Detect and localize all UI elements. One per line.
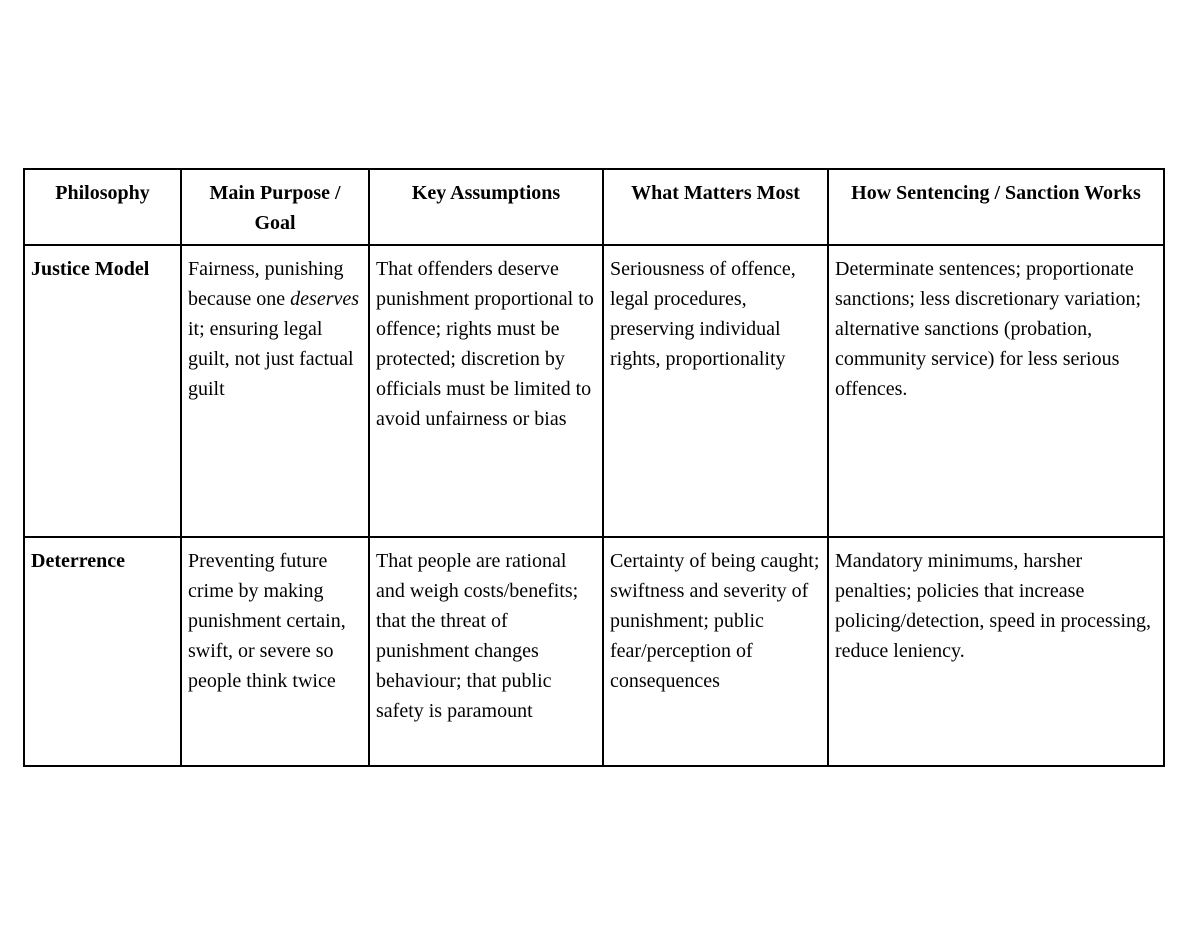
purpose-text-after: it; ensuring legal guilt, not just factual guilt: [188, 318, 354, 400]
header-philosophy: Philosophy: [24, 169, 181, 245]
cell-philosophy: Justice Model: [24, 245, 181, 537]
header-key-assumptions: Key Assumptions: [369, 169, 603, 245]
table-row-justice-model: [24, 245, 1164, 537]
cell-main-purpose: Preventing future crime by making punishment certain, swift, or severe so people think twice: [181, 537, 369, 766]
table-header-row: [24, 169, 1164, 245]
cell-key-assumptions: That offenders deserve punishment proportional to offence; rights must be protected; discretion by officials must be limited to avoid unfairness or bias: [369, 245, 603, 537]
purpose-text-emphasis: deserves: [290, 288, 360, 310]
cell-key-assumptions: That people are rational and weigh costs/benefits; that the threat of punishment changes behaviour; that public safety is paramount: [369, 537, 603, 766]
cell-how-sentencing-works: Determinate sentences; proportionate sanctions; less discretionary variation; alternative sanctions (probation, community service) for less serious offences.: [828, 245, 1164, 537]
philosophy-comparison-table: [23, 168, 1165, 767]
cell-what-matters-most: Certainty of being caught; swiftness and severity of punishment; public fear/perception of consequences: [603, 537, 828, 766]
header-how-sentencing-works: How Sentencing / Sanction Works: [828, 169, 1164, 245]
cell-philosophy: Deterrence: [24, 537, 181, 766]
table-row-deterrence: [24, 537, 1164, 766]
cell-what-matters-most: Seriousness of offence, legal procedures, preserving individual rights, proportionality: [603, 245, 828, 537]
cell-main-purpose: [181, 245, 369, 537]
purpose-text-before: Fairness, punishing because one: [188, 258, 344, 310]
cell-how-sentencing-works: Mandatory minimums, harsher penalties; policies that increase policing/detection, speed in processing, reduce leniency.: [828, 537, 1164, 766]
header-main-purpose: Main Purpose / Goal: [181, 169, 369, 245]
header-what-matters-most: What Matters Most: [603, 169, 828, 245]
